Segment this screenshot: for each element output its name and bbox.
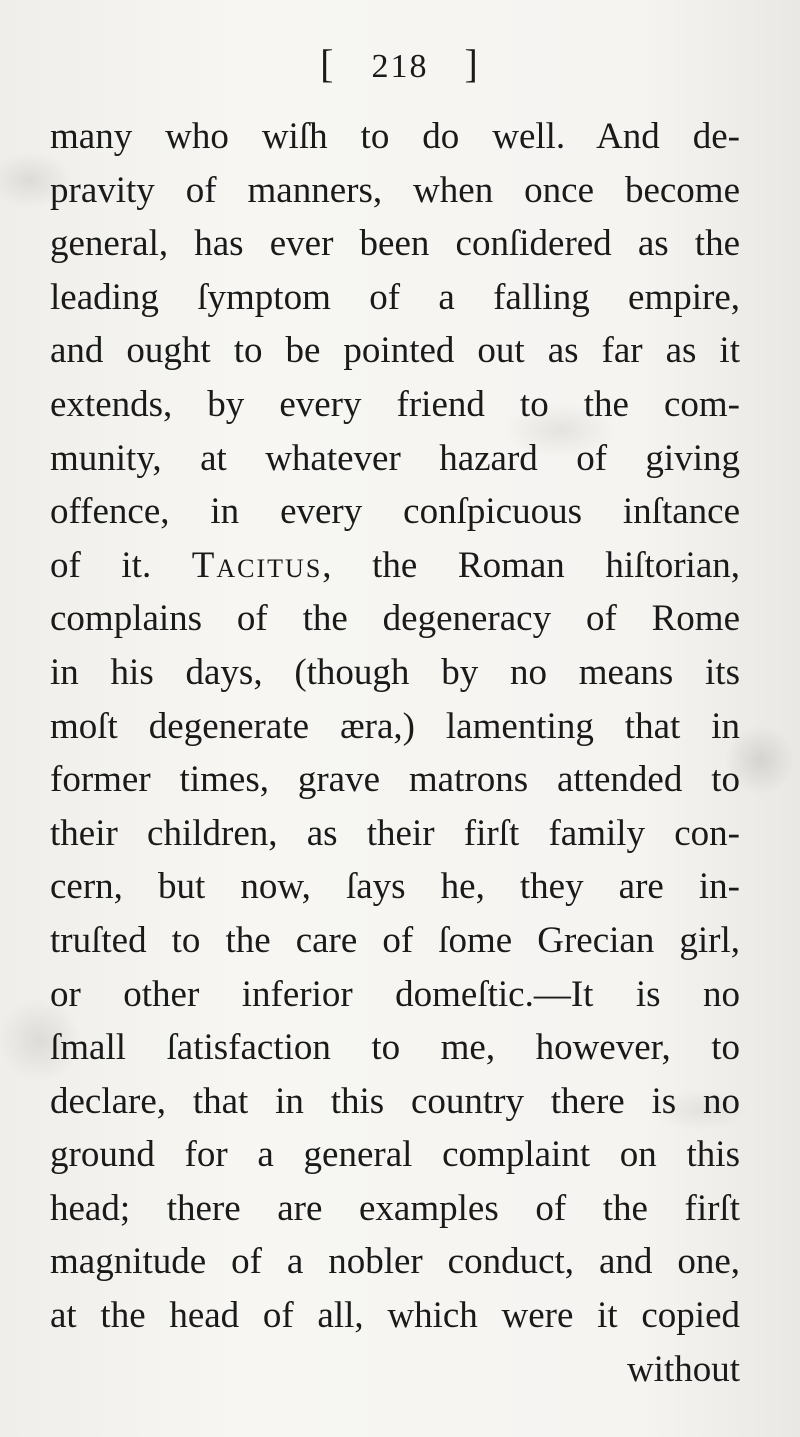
- text-line: magnitude of a nobler conduct, and one,: [50, 1241, 740, 1283]
- body-text: [50, 110, 740, 1396]
- author-name-small-caps: Tacitus: [191, 544, 323, 586]
- text-line: ſmall ſatisfaction to me, however, to: [50, 1027, 740, 1069]
- text-line: many who wiſh to do well. And de-: [50, 116, 740, 157]
- text-line: in his days, (though by no means its: [50, 651, 740, 693]
- text-line: or other inferior domeſtic.—It is no: [50, 973, 740, 1015]
- folio-close-bracket: ]: [464, 41, 480, 86]
- text-line: leading ſymptom of a falling empire,: [50, 276, 740, 318]
- text-line: ground for a general complaint on this: [50, 1134, 740, 1176]
- text-line: truſted to the care of ſome Grecian girl,: [50, 919, 740, 961]
- text-line: complains of the degeneracy of Rome: [50, 598, 740, 640]
- text-line: and ought to be pointed out as far as it: [50, 330, 740, 372]
- text-line: former times, grave matrons attended to: [50, 759, 740, 801]
- text-line: of it. Tacitus, the Roman hiſtorian,: [50, 544, 740, 586]
- text-line: cern, but now, ſays he, they are in-: [50, 866, 740, 908]
- text-line: at the head of all, which were it copied: [50, 1295, 740, 1337]
- folio-open-bracket: [: [320, 41, 336, 86]
- text-line: munity, at whatever hazard of giving: [50, 437, 740, 479]
- folio-number: 218: [371, 48, 429, 85]
- catchword: without: [626, 1348, 740, 1390]
- text-line: moſt degenerate æra,) lamenting that in: [50, 705, 740, 747]
- text-line: offence, in every conſpicuous inſtance: [50, 491, 740, 533]
- page-number: [0, 40, 800, 87]
- text-line: their children, as their firſt family con-: [50, 812, 740, 854]
- text-line: pravity of manners, when once become: [50, 169, 740, 211]
- text-line: declare, that in this country there is no: [50, 1080, 740, 1122]
- text-line: general, has ever been conſidered as the: [50, 223, 740, 265]
- text-line: head; there are examples of the firſt: [50, 1187, 740, 1229]
- text-line: extends, by every friend to the com-: [50, 383, 740, 425]
